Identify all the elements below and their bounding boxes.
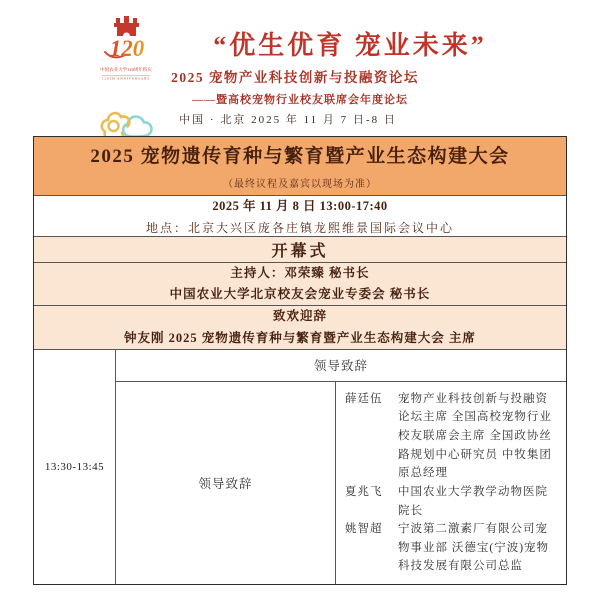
conference-title: 2025 宠物遗传育种与繁育暨产业生态构建大会 bbox=[90, 146, 510, 168]
welcome-speech-row bbox=[34, 306, 566, 350]
leader-speech-section-header: 领导致辞 bbox=[116, 350, 566, 382]
speaker-name: 姚智超 bbox=[345, 523, 383, 536]
forum-subtitle: ——暨高校宠物行业校友联席会年度论坛 bbox=[192, 94, 408, 106]
cau-120-anniversary-emblem-icon bbox=[97, 14, 155, 64]
schedule-grid-row bbox=[34, 350, 566, 584]
time-slot: 13:30-13:45 bbox=[34, 350, 116, 584]
anniversary-number: 120 bbox=[109, 36, 145, 61]
schedule-grid-columns bbox=[116, 382, 566, 584]
welcome-speaker-line: 钟友刚 2025 宠物遗传育种与繁育暨产业生态构建大会 主席 bbox=[124, 330, 476, 345]
anniversary-caption-cn: 中国农业大学120周年校庆 bbox=[100, 67, 152, 72]
welcome-speech-title: 致欢迎辞 bbox=[272, 309, 327, 324]
agenda-item-label: 领导致辞 bbox=[116, 382, 336, 584]
forum-title: 2025 宠物产业科技创新与投融资论坛 bbox=[171, 70, 419, 85]
speaker-title: 宠物产业科技创新与投融资论坛主席 全国高校宠物行业校友联席会主席 全国政协丝路规划中心研究员 中牧集团原总经理 bbox=[398, 392, 552, 480]
agenda-table bbox=[33, 136, 567, 585]
schedule-grid-right bbox=[116, 350, 566, 584]
speaker-list bbox=[336, 382, 566, 584]
speaker-row bbox=[345, 520, 556, 576]
session-datetime: 2025 年 11 月 8 日 13:00-17:40 bbox=[212, 198, 388, 213]
opening-ceremony-title: 开幕式 bbox=[271, 242, 329, 260]
host-org-line: 中国农业大学北京校友会宠业专委会 秘书长 bbox=[169, 287, 431, 301]
speaker-title: 中国农业大学教学动物医院院长 bbox=[398, 485, 548, 517]
event-place-date: 中国 · 北京 2025 年 11 月 7 日-8 日 bbox=[179, 114, 397, 126]
event-slogan: “优生优育 宠业未来” bbox=[213, 31, 487, 60]
session-info-row bbox=[34, 196, 566, 237]
speaker-title: 宁波第二激素厂有限公司宠物事业部 沃德宝(宁波)宠物科技发展有限公司总监 bbox=[398, 523, 550, 573]
anniversary-caption-en: 120TH ANNIVERSARY bbox=[101, 76, 151, 81]
speaker-row bbox=[345, 483, 556, 520]
conference-banner bbox=[34, 137, 566, 196]
speaker-name: 薛廷伍 bbox=[345, 392, 383, 405]
host-row bbox=[34, 263, 566, 307]
speaker-row bbox=[345, 390, 556, 483]
host-line: 主持人：邓荣臻 秘书长 bbox=[230, 265, 370, 280]
opening-ceremony-row bbox=[34, 237, 566, 263]
speaker-name: 夏兆飞 bbox=[345, 485, 383, 498]
agenda-note: （最终议程及嘉宾以现场为准） bbox=[223, 179, 377, 191]
session-venue: 地点：北京大兴区庞各庄镇龙熙维景国际会议中心 bbox=[145, 220, 454, 235]
